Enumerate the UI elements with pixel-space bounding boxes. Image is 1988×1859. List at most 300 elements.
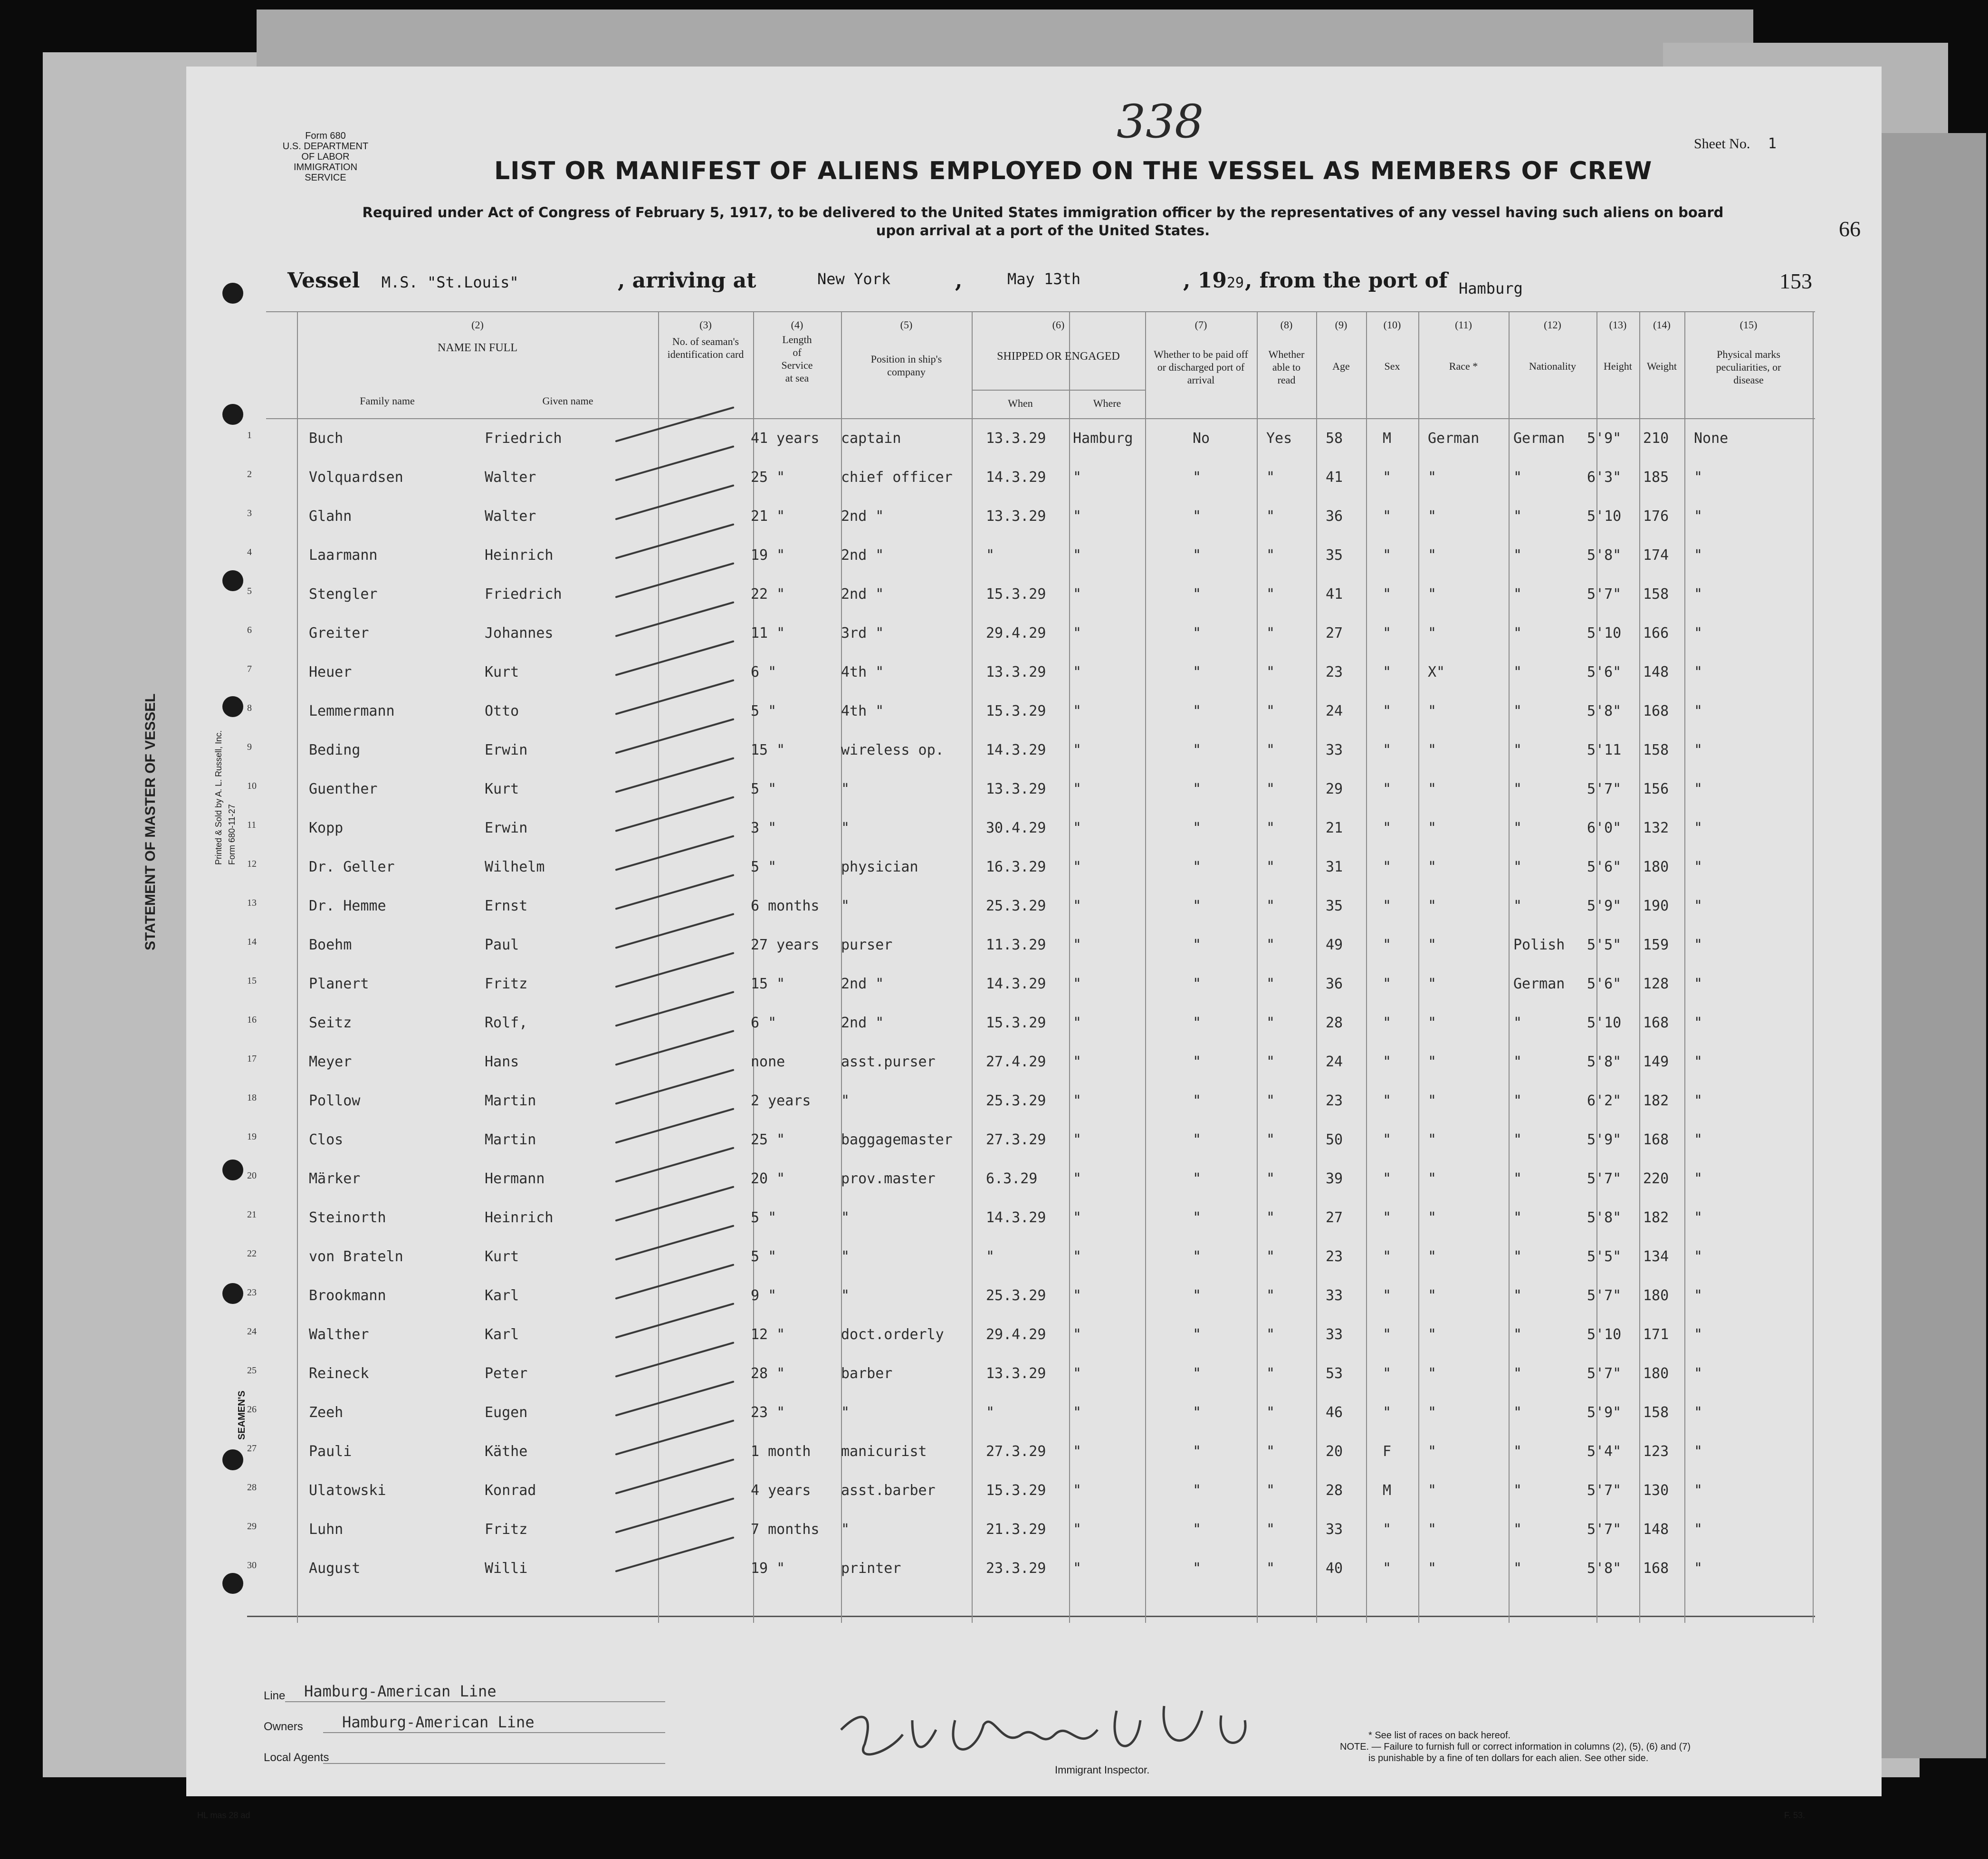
cell-age: 24 [1326,703,1343,719]
cell-service: 5 " [751,859,777,875]
col5-title: Position in ship's company [870,353,942,378]
cell-height: 5'7" [1587,1365,1622,1382]
cell-marks: " [1694,1482,1703,1499]
cell-paid: " [1193,1054,1202,1070]
cell-position: " [841,820,850,836]
cell-where: " [1073,1521,1082,1538]
cell-race: " [1428,1248,1437,1265]
cell-height: 5'5" [1587,1248,1622,1265]
sheet-number [1694,135,1777,152]
cell-given: Walter [485,508,536,525]
cell-when: 14.3.29 [986,1209,1046,1226]
cell-race: " [1428,508,1437,525]
cell-service: 25 " [751,469,785,486]
row-number: 8 [247,703,252,713]
cell-paid: " [1193,1326,1202,1343]
cell-where: Hamburg [1073,430,1133,447]
table-row [0,469,1988,502]
col15-header [1684,318,1813,386]
cell-given: Friedrich [485,586,562,603]
cell-weight: 159 [1643,937,1669,953]
cell-height: 6'0" [1587,820,1622,836]
cell-service: 25 " [751,1131,785,1148]
cell-race: " [1428,1482,1437,1499]
table-row [0,937,1988,970]
cell-paid: " [1193,1209,1202,1226]
from-port: Hamburg [1459,279,1523,297]
family-name-header: Family name [360,395,415,407]
cell-family: von Brateln [309,1248,403,1265]
cell-service: 27 years [751,937,820,953]
cell-nat: " [1513,1170,1522,1187]
cell-paid: " [1193,1092,1202,1109]
cell-when: 27.3.29 [986,1443,1046,1460]
vessel-name: M.S. "St.Louis" [381,273,519,291]
cell-age: 27 [1326,625,1343,642]
row-number: 2 [247,469,252,479]
cell-position: asst.barber [841,1482,936,1499]
cell-where: " [1073,547,1082,564]
cell-marks: " [1694,1092,1703,1109]
table-row [0,508,1988,541]
table-row [0,976,1988,1009]
cell-nat: " [1513,1287,1522,1304]
table-row [0,1015,1988,1048]
cell-position: " [841,898,850,914]
cell-given: Rolf, [485,1015,528,1031]
col2-title: NAME IN FULL [438,342,517,354]
cell-sex: " [1383,625,1392,642]
cell-family: Heuer [309,664,352,680]
arriving-label: , arriving at [618,268,756,293]
cell-height: 5'8" [1587,1209,1622,1226]
cell-nat: " [1513,1482,1522,1499]
cell-service: 5 " [751,1209,777,1226]
cell-read: " [1266,1287,1275,1304]
cell-height: 6'3" [1587,469,1622,486]
cell-position: 2nd " [841,586,884,603]
cell-sex: " [1383,1092,1392,1109]
cell-nat: " [1513,1365,1522,1382]
cell-weight: 168 [1643,1015,1669,1031]
cell-height: 5'7" [1587,1170,1622,1187]
cell-paid: " [1193,469,1202,486]
cell-sex: " [1383,547,1392,564]
cell-service: 21 " [751,508,785,525]
cell-when: 25.3.29 [986,1092,1046,1109]
col8-title: Whether able to read [1268,348,1305,386]
cell-nat: " [1513,820,1522,836]
cell-sex: " [1383,976,1392,992]
cell-weight: 190 [1643,898,1669,914]
cell-race: " [1428,781,1437,797]
cell-marks: " [1694,664,1703,680]
col4-header [753,318,841,384]
table-row [0,1404,1988,1437]
given-name-header: Given name [542,395,593,407]
cell-when: 30.4.29 [986,820,1046,836]
cell-marks: " [1694,703,1703,719]
cell-where: " [1073,1015,1082,1031]
cell-age: 24 [1326,1054,1343,1070]
cell-age: 23 [1326,664,1343,680]
cell-marks: " [1694,898,1703,914]
cell-height: 5'10 [1587,1326,1622,1343]
row-number: 18 [247,1092,257,1103]
cell-marks: " [1694,781,1703,797]
form-info [276,131,375,183]
cell-service: 6 months [751,898,820,914]
cell-race: " [1428,1170,1437,1187]
cell-paid: " [1193,1287,1202,1304]
cell-paid: " [1193,1248,1202,1265]
cell-age: 27 [1326,1209,1343,1226]
cell-height: 5'5" [1587,937,1622,953]
cell-family: Reineck [309,1365,369,1382]
cell-given: Friedrich [485,430,562,447]
cell-read: " [1266,508,1275,525]
cell-family: Luhn [309,1521,344,1538]
cell-family: Märker [309,1170,361,1187]
cell-weight: 156 [1643,781,1669,797]
note-line1: NOTE. — Failure to furnish full or correct information in columns (2), (5), (6) and (7) [1340,1742,1691,1752]
comma: , [955,268,963,293]
cell-service: none [751,1054,785,1070]
cell-age: 29 [1326,781,1343,797]
when-header: When [1008,397,1033,409]
cell-family: Zeeh [309,1404,344,1421]
cell-sex: " [1383,664,1392,680]
cell-weight: 132 [1643,820,1669,836]
cell-height: 6'2" [1587,1092,1622,1109]
cell-read: " [1266,1170,1275,1187]
cell-paid: " [1193,1365,1202,1382]
cell-age: 23 [1326,1248,1343,1265]
cell-given: Hans [485,1054,519,1070]
cell-height: 5'8" [1587,547,1622,564]
cell-paid: " [1193,1521,1202,1538]
footer-code-right: F. 53. [1784,1811,1806,1820]
cell-position: asst.purser [841,1054,936,1070]
cell-weight: 148 [1643,664,1669,680]
cell-race: " [1428,586,1437,603]
table-row [0,1131,1988,1165]
cell-given: Karl [485,1287,519,1304]
row-number: 5 [247,586,252,596]
col15-title: Physical marks peculiarities, or disease [1716,348,1781,386]
row-number: 21 [247,1209,257,1220]
cell-given: Erwin [485,820,528,836]
cell-sex: " [1383,937,1392,953]
col2-num: (2) [471,319,484,331]
cell-sex: F [1383,1443,1392,1460]
cell-race: " [1428,1092,1437,1109]
cell-family: Beding [309,742,361,758]
footer-code-left: HL mas 28 ad [197,1811,250,1820]
cell-race: " [1428,1131,1437,1148]
cell-family: Lemmermann [309,703,395,719]
cell-weight: 168 [1643,1131,1669,1148]
cell-when: " [986,1248,995,1265]
col6-header [972,318,1145,363]
cell-nat: " [1513,508,1522,525]
cell-sex: " [1383,508,1392,525]
cell-when: 29.4.29 [986,625,1046,642]
cell-nat: " [1513,898,1522,914]
cell-age: 31 [1326,859,1343,875]
col9-num: (9) [1335,319,1348,331]
cell-sex: " [1383,1209,1392,1226]
col11-header [1418,318,1509,373]
cell-position: printer [841,1560,901,1577]
cell-when: " [986,1404,995,1421]
table-row [0,664,1988,697]
cell-age: 23 [1326,1092,1343,1109]
row-number: 28 [247,1482,257,1493]
cell-height: 5'7" [1587,1482,1622,1499]
cell-marks: " [1694,1404,1703,1421]
cell-age: 36 [1326,508,1343,525]
table-top-rule [266,311,1815,312]
cell-where: " [1073,1404,1082,1421]
cell-when: 15.3.29 [986,703,1046,719]
cell-given: Fritz [485,976,528,992]
cell-where: " [1073,1365,1082,1382]
binding-hole [222,404,243,425]
cell-family: Dr. Hemme [309,898,386,914]
line-label: Line [264,1689,286,1702]
cell-age: 50 [1326,1131,1343,1148]
cell-age: 33 [1326,1521,1343,1538]
cell-sex: " [1383,703,1392,719]
cell-marks: " [1694,1287,1703,1304]
cell-sex: " [1383,1326,1392,1343]
col4-title: Length of Service at sea [781,334,813,384]
subtitle [318,203,1768,240]
cell-when: 14.3.29 [986,976,1046,992]
cell-position: physician [841,859,918,875]
cell-race: " [1428,547,1437,564]
cell-when: 29.4.29 [986,1326,1046,1343]
cell-position: manicurist [841,1443,927,1460]
table-row [0,1054,1988,1087]
cell-height: 5'10 [1587,1015,1622,1031]
cell-given: Heinrich [485,547,554,564]
row-number: 25 [247,1365,257,1376]
cell-given: Hermann [485,1170,545,1187]
cell-marks: " [1694,625,1703,642]
cell-weight: 149 [1643,1054,1669,1070]
table-row [0,1170,1988,1204]
cell-height: 5'7" [1587,781,1622,797]
cell-age: 53 [1326,1365,1343,1382]
cell-position: captain [841,430,901,447]
cell-given: Paul [485,937,519,953]
cell-height: 5'10 [1587,508,1622,525]
table-row [0,1560,1988,1593]
col10-num: (10) [1383,319,1401,331]
cell-marks: " [1694,1560,1703,1577]
cell-position: " [841,1209,850,1226]
table-row [0,1326,1988,1360]
cell-family: Meyer [309,1054,352,1070]
cell-weight: 123 [1643,1443,1669,1460]
cell-marks: " [1694,547,1703,564]
cell-nat: Polish [1513,937,1565,953]
table-row [0,1521,1988,1554]
col13-header [1596,318,1639,373]
table-row [0,898,1988,931]
cell-marks: " [1694,1131,1703,1148]
cell-position: " [841,1521,850,1538]
col14-num: (14) [1653,319,1671,331]
col13-num: (13) [1609,319,1627,331]
cell-when: 13.3.29 [986,781,1046,797]
row-number: 29 [247,1521,257,1532]
cell-race: X" [1428,664,1445,680]
cell-sex: " [1383,1521,1392,1538]
cell-where: " [1073,898,1082,914]
cell-height: 5'10 [1587,625,1622,642]
cell-paid: " [1193,1482,1202,1499]
cell-height: 5'9" [1587,1131,1622,1148]
cell-nat: " [1513,1015,1522,1031]
table-row [0,430,1988,463]
cell-position: 2nd " [841,976,884,992]
cell-where: " [1073,1209,1082,1226]
cell-race: " [1428,1015,1437,1031]
cell-service: 19 " [751,547,785,564]
row-number: 30 [247,1560,257,1571]
col13-title: Height [1604,360,1632,372]
cell-service: 15 " [751,976,785,992]
cell-paid: " [1193,1443,1202,1460]
cell-paid: " [1193,1170,1202,1187]
cell-family: Volquardsen [309,469,403,486]
table-row [0,625,1988,658]
cell-weight: 168 [1643,703,1669,719]
table-row [0,859,1988,892]
cell-service: 1 month [751,1443,811,1460]
cell-family: Greiter [309,625,369,642]
cell-read: " [1266,469,1275,486]
table-row [0,1209,1988,1243]
cell-position: 2nd " [841,508,884,525]
col6-sub-rule [972,390,1145,391]
sidebar-printer: Printed & Sold by A. L. Russell, Inc. [214,730,223,865]
cell-given: Heinrich [485,1209,554,1226]
row-number: 26 [247,1404,257,1415]
line-value: Hamburg-American Line [304,1682,497,1700]
cell-age: 33 [1326,1326,1343,1343]
cell-read: " [1266,1092,1275,1109]
cell-height: 5'8" [1587,1054,1622,1070]
cell-when: 14.3.29 [986,742,1046,758]
cell-age: 46 [1326,1404,1343,1421]
vessel-line [287,268,519,293]
cell-nat: German [1513,430,1565,447]
cell-sex: " [1383,1170,1392,1187]
cell-paid: " [1193,703,1202,719]
cell-height: 5'7" [1587,1287,1622,1304]
cell-given: Käthe [485,1443,528,1460]
cell-marks: " [1694,469,1703,486]
cell-where: " [1073,820,1082,836]
cell-age: 58 [1326,430,1343,447]
cell-where: " [1073,1560,1082,1577]
cell-marks: " [1694,1248,1703,1265]
cell-sex: M [1383,430,1392,447]
cell-read: " [1266,1404,1275,1421]
cell-race: " [1428,1521,1437,1538]
cell-service: 4 years [751,1482,811,1499]
side-number: 66 [1839,217,1861,241]
cell-paid: " [1193,820,1202,836]
cell-where: " [1073,1482,1082,1499]
cell-weight: 171 [1643,1326,1669,1343]
cell-given: Eugen [485,1404,528,1421]
cell-marks: " [1694,1443,1703,1460]
cell-weight: 182 [1643,1209,1669,1226]
row-number: 17 [247,1054,257,1064]
cell-read: " [1266,1443,1275,1460]
row-number: 12 [247,859,257,869]
cell-family: Seitz [309,1015,352,1031]
cell-weight: 185 [1643,469,1669,486]
cell-paid: " [1193,898,1202,914]
sheet-label: Sheet No. [1694,136,1750,152]
cell-family: Steinorth [309,1209,386,1226]
cell-paid: " [1193,781,1202,797]
subtitle-line1: Required under Act of Congress of February 5, 1917, to be delivered to the United States immigration officer by the representatives of any vessel having such aliens on board [362,204,1724,220]
cell-height: 5'6" [1587,664,1622,680]
cell-paid: " [1193,1560,1202,1577]
cell-weight: 182 [1643,1092,1669,1109]
row-number: 10 [247,781,257,791]
cell-read: " [1266,781,1275,797]
cell-when: 27.3.29 [986,1131,1046,1148]
vessel-label: Vessel [287,268,360,293]
cell-height: 5'9" [1587,1404,1622,1421]
cell-family: Walther [309,1326,369,1343]
cell-nat: " [1513,547,1522,564]
cell-marks: " [1694,976,1703,992]
col14-header [1639,318,1684,373]
cell-weight: 168 [1643,1560,1669,1577]
cell-nat: " [1513,859,1522,875]
cell-sex: " [1383,469,1392,486]
page-title: LIST OR MANIFEST OF ALIENS EMPLOYED ON THE VESSEL AS MEMBERS OF CREW [494,157,1653,185]
cell-height: 5'8" [1587,1560,1622,1577]
cell-service: 20 " [751,1170,785,1187]
cell-age: 21 [1326,820,1343,836]
cell-sex: " [1383,1248,1392,1265]
cell-position: " [841,781,850,797]
col7-title: Whether to be paid off or discharged port of arrival [1154,348,1248,386]
cell-race: " [1428,859,1437,875]
cell-paid: " [1193,937,1202,953]
cell-service: 5 " [751,781,777,797]
cell-service: 41 years [751,430,820,447]
cell-position: purser [841,937,893,953]
cell-race: German [1428,430,1480,447]
cell-height: 5'7" [1587,1521,1622,1538]
cell-position: wireless op. [841,742,944,758]
cell-sex: " [1383,820,1392,836]
cell-read: " [1266,703,1275,719]
table-bottom-rule [247,1616,1815,1617]
form-number: Form 680 [305,131,346,141]
